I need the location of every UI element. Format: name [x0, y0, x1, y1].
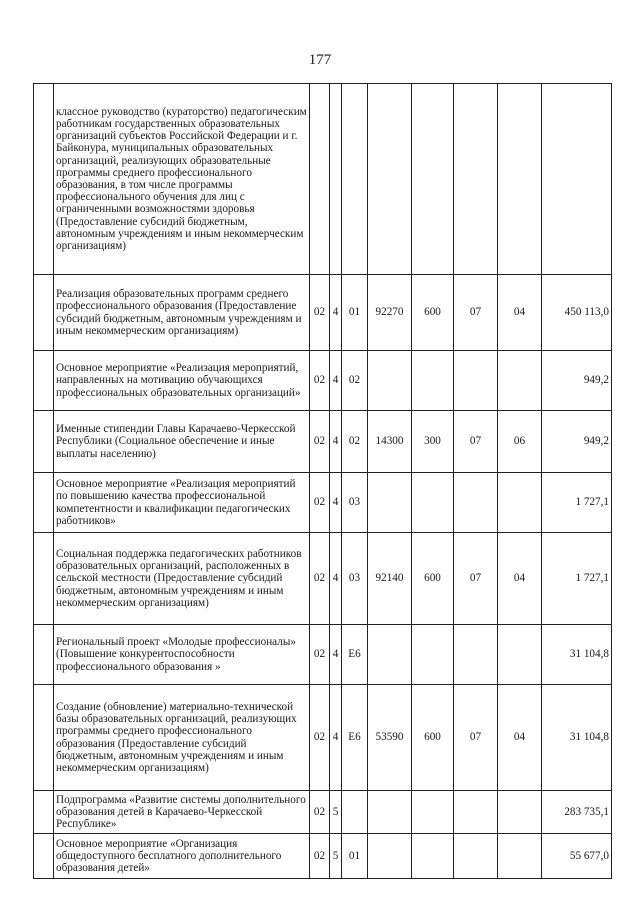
- subsection-code-cell: [498, 625, 542, 685]
- subsection-code-cell: 06: [498, 411, 542, 473]
- row-marker-cell: [34, 834, 54, 879]
- section-code-cell: 07: [454, 685, 498, 791]
- row-name-cell: Основное мероприятие «Организация общедоступного бесплатного дополнительного образования детей»: [54, 834, 310, 879]
- expense-type-cell: [412, 834, 454, 879]
- program-code-cell: 02: [310, 625, 330, 685]
- table-row: [34, 351, 612, 411]
- activity-code-cell: 01: [342, 275, 368, 351]
- section-code-cell: [454, 84, 498, 275]
- activity-code-cell: 02: [342, 351, 368, 411]
- section-code-cell: 07: [454, 411, 498, 473]
- amount-cell: 1 727,1: [542, 533, 612, 625]
- activity-code-cell: 01: [342, 834, 368, 879]
- expense-type-cell: [412, 473, 454, 533]
- section-code-cell: [454, 834, 498, 879]
- subsection-code-cell: [498, 791, 542, 834]
- subsection-code-cell: [498, 473, 542, 533]
- subprogram-code-cell: 4: [330, 411, 342, 473]
- row-marker-cell: [34, 275, 54, 351]
- section-code-cell: 07: [454, 275, 498, 351]
- subsection-code-cell: 04: [498, 685, 542, 791]
- subprogram-code-cell: 5: [330, 791, 342, 834]
- row-name-cell: Именные стипендии Главы Карачаево-Черкесской Республики (Социальное обеспечение и иные выплаты населению): [54, 411, 310, 473]
- subprogram-code-cell: 4: [330, 275, 342, 351]
- row-marker-cell: [34, 351, 54, 411]
- program-code-cell: 02: [310, 473, 330, 533]
- table-row: [34, 84, 612, 275]
- expense-type-cell: [412, 625, 454, 685]
- row-name-cell: Социальная поддержка педагогических работников образовательных организаций, расположенных в сельской местности (Предоставление субсидий бюджетным, автономным учреждениям и иным некоммерческим организациям): [54, 533, 310, 625]
- subsection-code-cell: [498, 351, 542, 411]
- direction-code-cell: 92270: [368, 275, 412, 351]
- row-marker-cell: [34, 473, 54, 533]
- table-row: [34, 834, 612, 879]
- direction-code-cell: [368, 625, 412, 685]
- row-name-cell: классное руководство (кураторство) педагогическим работникам государственных образовательных организаций субъектов Российской Федерации и г. Байконура, муниципальных образовательных организаций, реализующих образовательные программы среднего профессионального образования, в том числе программы профессионального обучения для лиц с ограниченными возможностями здоровья (Предоставление субсидий бюджетным, автономным учреждениям и иным некоммерческим организациям): [54, 84, 310, 275]
- row-marker-cell: [34, 625, 54, 685]
- row-name-cell: Реализация образовательных программ среднего профессионального образования (Предоставление субсидий бюджетным, автономным учреждениям и иным некоммерческим организациям): [54, 275, 310, 351]
- amount-cell: 949,2: [542, 351, 612, 411]
- row-marker-cell: [34, 533, 54, 625]
- section-code-cell: 07: [454, 533, 498, 625]
- activity-code-cell: [342, 84, 368, 275]
- subprogram-code-cell: 4: [330, 473, 342, 533]
- subprogram-code-cell: 4: [330, 685, 342, 791]
- activity-code-cell: Е6: [342, 685, 368, 791]
- table-row: [34, 533, 612, 625]
- subsection-code-cell: 04: [498, 533, 542, 625]
- row-name-cell: Создание (обновление) материально-технической базы образовательных организаций, реализующих программы среднего профессионального образования (Предоставление субсидий бюджетным, автономным учреждениям и иным некоммерческим организациям): [54, 685, 310, 791]
- amount-cell: 1 727,1: [542, 473, 612, 533]
- direction-code-cell: 92140: [368, 533, 412, 625]
- direction-code-cell: [368, 834, 412, 879]
- direction-code-cell: [368, 351, 412, 411]
- expense-type-cell: 600: [412, 533, 454, 625]
- row-name-cell: Подпрограмма «Развитие системы дополнительного образования детей в Карачаево-Черкесской Республике»: [54, 791, 310, 834]
- row-marker-cell: [34, 791, 54, 834]
- table-row: [34, 275, 612, 351]
- table-row: [34, 685, 612, 791]
- subprogram-code-cell: 5: [330, 834, 342, 879]
- table-row: [34, 411, 612, 473]
- row-marker-cell: [34, 411, 54, 473]
- activity-code-cell: 02: [342, 411, 368, 473]
- section-code-cell: [454, 351, 498, 411]
- amount-cell: 31 104,8: [542, 685, 612, 791]
- activity-code-cell: [342, 791, 368, 834]
- subprogram-code-cell: [330, 84, 342, 275]
- program-code-cell: 02: [310, 411, 330, 473]
- activity-code-cell: 03: [342, 533, 368, 625]
- program-code-cell: [310, 84, 330, 275]
- amount-cell: 55 677,0: [542, 834, 612, 879]
- budget-table: [33, 83, 612, 879]
- amount-cell: 31 104,8: [542, 625, 612, 685]
- subsection-code-cell: [498, 84, 542, 275]
- row-name-cell: Региональный проект «Молодые профессионалы» (Повышение конкурентоспособности профессионального образования »: [54, 625, 310, 685]
- amount-cell: 450 113,0: [542, 275, 612, 351]
- expense-type-cell: 300: [412, 411, 454, 473]
- program-code-cell: 02: [310, 275, 330, 351]
- subsection-code-cell: 04: [498, 275, 542, 351]
- program-code-cell: 02: [310, 685, 330, 791]
- amount-cell: 949,2: [542, 411, 612, 473]
- row-name-cell: Основное мероприятие «Реализация мероприятий по повышению качества профессиональной компетентности и квалификации педагогических работников»: [54, 473, 310, 533]
- direction-code-cell: [368, 791, 412, 834]
- activity-code-cell: 03: [342, 473, 368, 533]
- program-code-cell: 02: [310, 351, 330, 411]
- amount-cell: [542, 84, 612, 275]
- row-marker-cell: [34, 84, 54, 275]
- page-number: 177: [308, 52, 332, 68]
- expense-type-cell: [412, 84, 454, 275]
- subprogram-code-cell: 4: [330, 533, 342, 625]
- expense-type-cell: 600: [412, 685, 454, 791]
- subsection-code-cell: [498, 834, 542, 879]
- program-code-cell: 02: [310, 533, 330, 625]
- section-code-cell: [454, 473, 498, 533]
- row-marker-cell: [34, 685, 54, 791]
- table-row: [34, 791, 612, 834]
- expense-type-cell: 600: [412, 275, 454, 351]
- expense-type-cell: [412, 791, 454, 834]
- section-code-cell: [454, 791, 498, 834]
- program-code-cell: 02: [310, 791, 330, 834]
- amount-cell: 283 735,1: [542, 791, 612, 834]
- direction-code-cell: 53590: [368, 685, 412, 791]
- section-code-cell: [454, 625, 498, 685]
- subprogram-code-cell: 4: [330, 625, 342, 685]
- table-row: [34, 625, 612, 685]
- direction-code-cell: [368, 84, 412, 275]
- direction-code-cell: [368, 473, 412, 533]
- direction-code-cell: 14300: [368, 411, 412, 473]
- expense-type-cell: [412, 351, 454, 411]
- table-row: [34, 473, 612, 533]
- row-name-cell: Основное мероприятие «Реализация мероприятий, направленных на мотивацию обучающихся профессиональных образовательных организаций»: [54, 351, 310, 411]
- activity-code-cell: Е6: [342, 625, 368, 685]
- program-code-cell: 02: [310, 834, 330, 879]
- subprogram-code-cell: 4: [330, 351, 342, 411]
